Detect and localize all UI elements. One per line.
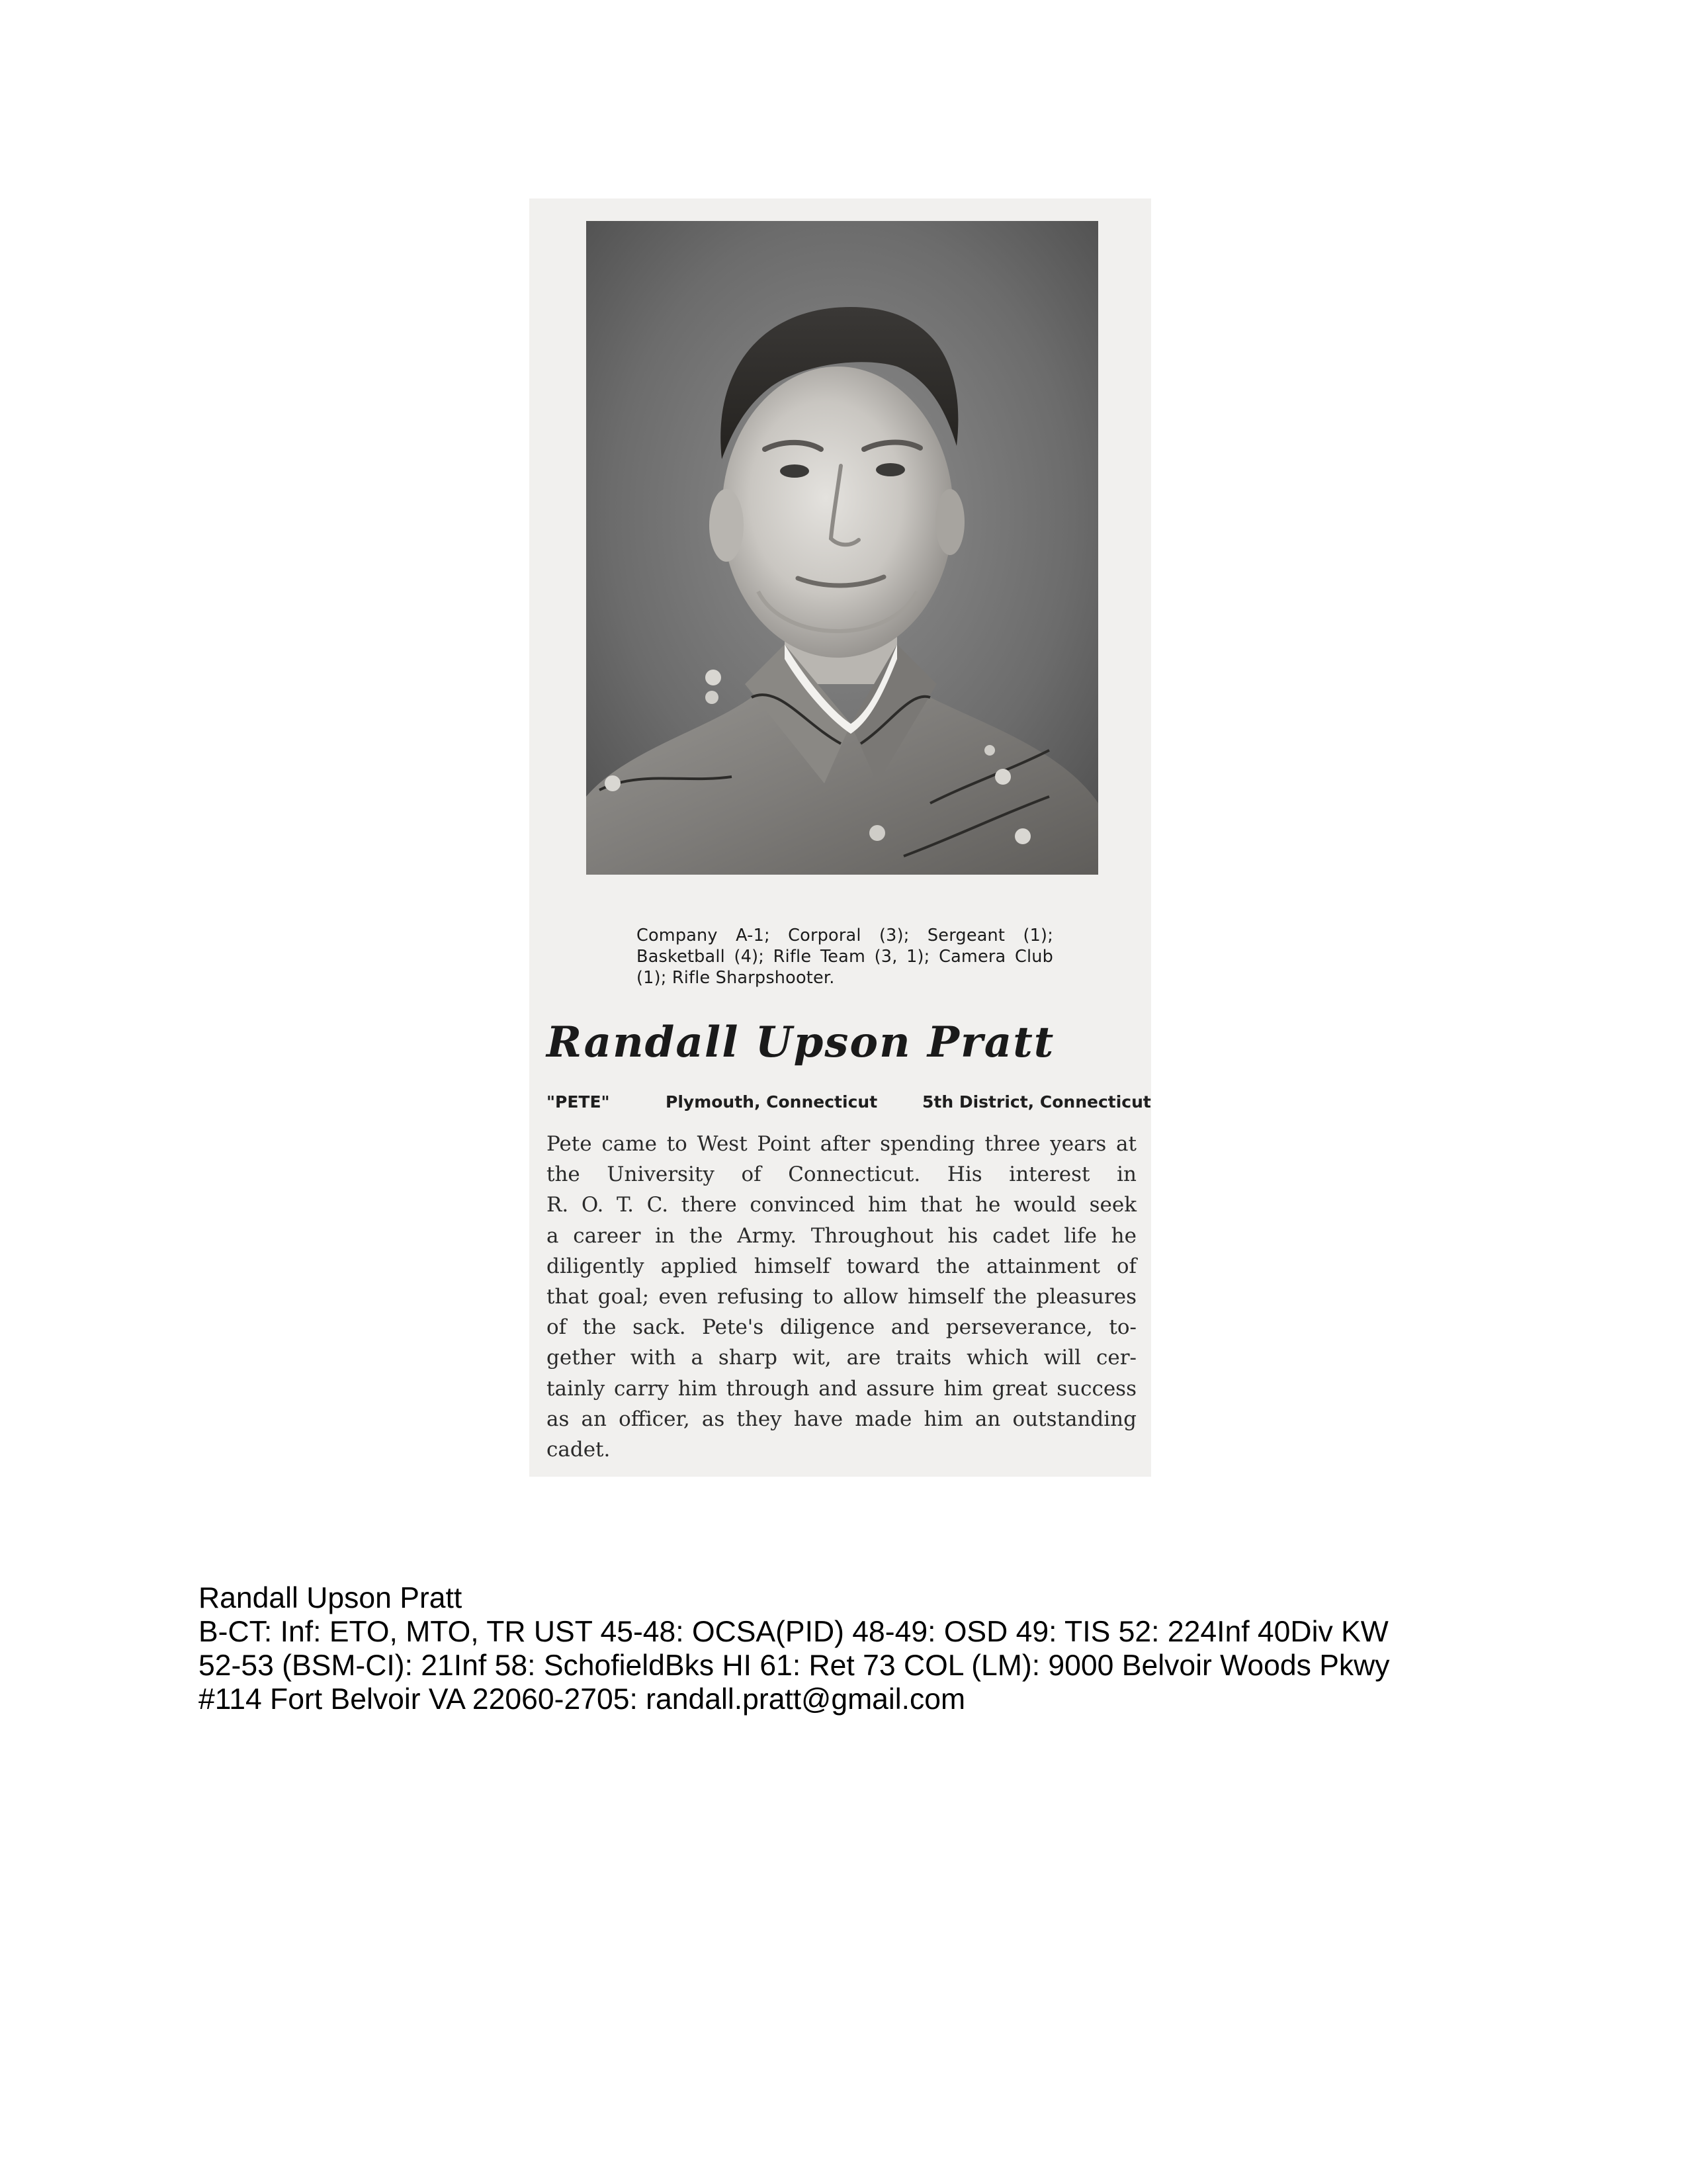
summary-name: Randall Upson Pratt — [198, 1582, 462, 1614]
summary-line: #114 Fort Belvoir VA 22060-2705: randall.pratt@gmail.com — [198, 1683, 966, 1716]
activities-list: Company A-1; Corporal (3); Sergeant (1); Basketball (4); Rifle Team (3, 1); Camera Club (1); Rifle Sharpshooter. — [636, 926, 1053, 988]
bio-line: diligently applied himself toward the attainment of — [546, 1254, 1137, 1278]
district: 5th District, Connecticut — [922, 1092, 1151, 1112]
hometown: Plymouth, Connecticut — [666, 1092, 878, 1112]
career-summary — [198, 1581, 1522, 1716]
nickname: "PETE" — [546, 1092, 610, 1112]
bio-line: the University of Connecticut. His interest in — [546, 1162, 1137, 1187]
bio-line: R. O. T. C. there convinced him that he would seek — [546, 1193, 1137, 1217]
bio-line: cadet. — [546, 1437, 611, 1462]
cadet-name-signature: Randall Upson Pratt — [546, 1018, 1055, 1067]
bio-line: tainly carry him through and assure him great success — [546, 1376, 1137, 1401]
summary-line: B-CT: Inf: ETO, MTO, TR UST 45-48: OCSA(PID) 48-49: OSD 49: TIS 52: 224Inf 40Div KW — [198, 1616, 1389, 1648]
portrait-image — [586, 221, 1098, 875]
bio-line: Pete came to West Point after spending three years at — [546, 1132, 1137, 1156]
bio-line: of the sack. Pete's diligence and perseverance, to- — [546, 1315, 1137, 1340]
bio-line: that goal; even refusing to allow himself the pleasures — [546, 1284, 1137, 1309]
summary-line: 52-53 (BSM-CI): 21Inf 58: SchofieldBks HI 61: Ret 73 COL (LM): 9000 Belvoir Woods Pkwy — [198, 1649, 1390, 1682]
cadet-info-row — [546, 1089, 1151, 1115]
bio-line: gether with a sharp wit, are traits which will cer- — [546, 1346, 1137, 1370]
cadet-portrait-photo — [586, 221, 1098, 875]
bio-line: as an officer, as they have made him an outstanding — [546, 1407, 1137, 1431]
bio-line: a career in the Army. Throughout his cadet life he — [546, 1223, 1137, 1248]
yearbook-clipping — [529, 198, 1151, 1477]
cadet-biography — [546, 1129, 1137, 1465]
